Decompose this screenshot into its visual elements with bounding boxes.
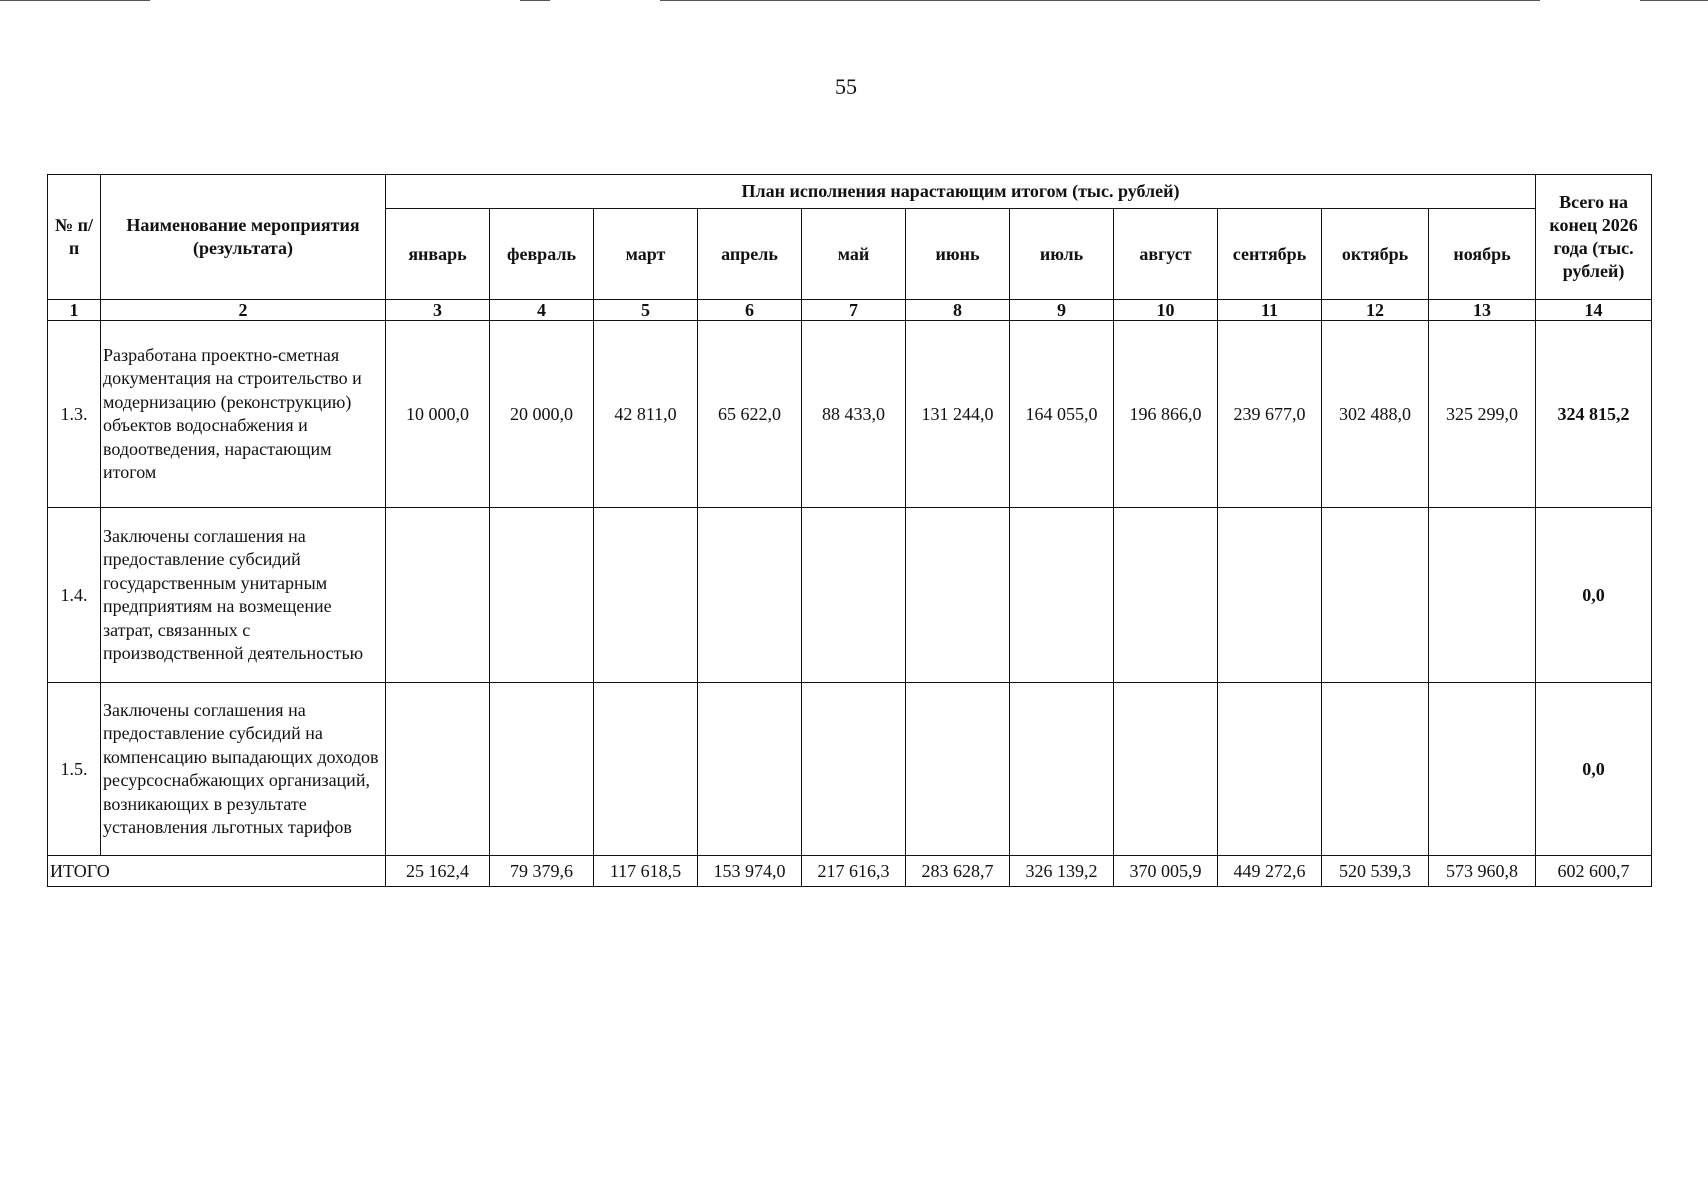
column-number: 3 (386, 300, 490, 321)
table-row (48, 321, 1652, 508)
row-month-value (802, 508, 906, 683)
column-number: 14 (1536, 300, 1652, 321)
header-month: ноябрь (1429, 209, 1536, 300)
row-month-value: 131 244,0 (906, 321, 1010, 508)
column-number: 9 (1010, 300, 1114, 321)
column-number: 13 (1429, 300, 1536, 321)
row-name: Разработана проектно-сметная документация на строительство и модернизацию (реконструкцию) объектов водоснабжения и водоотведения, нарастающим итогом (101, 321, 386, 508)
total-label: ИТОГО (48, 856, 386, 887)
row-number: 1.5. (48, 683, 101, 856)
row-month-value: 164 055,0 (1010, 321, 1114, 508)
total-month-value: 370 005,9 (1114, 856, 1218, 887)
row-month-value (1010, 508, 1114, 683)
header-month: август (1114, 209, 1218, 300)
column-number: 4 (490, 300, 594, 321)
row-month-value: 239 677,0 (1218, 321, 1322, 508)
grand-total: 602 600,7 (1536, 856, 1652, 887)
header-month: май (802, 209, 906, 300)
row-total: 324 815,2 (1536, 321, 1652, 508)
total-month-value: 326 139,2 (1010, 856, 1114, 887)
header-num: № п/п (48, 175, 101, 300)
row-month-value: 42 811,0 (594, 321, 698, 508)
row-name: Заключены соглашения на предоставление субсидий на компенсацию выпадающих доходов ресурсоснабжающих организаций, возникающих в результате установления льготных тарифов (101, 683, 386, 856)
row-name: Заключены соглашения на предоставление субсидий государственным унитарным предприятиям на возмещение затрат, связанных с производственной деятельностью (101, 508, 386, 683)
column-number: 12 (1322, 300, 1429, 321)
table-row (48, 508, 1652, 683)
column-number: 7 (802, 300, 906, 321)
header-total: Всего на конец 2026 года (тыс. рублей) (1536, 175, 1652, 300)
header-month: март (594, 209, 698, 300)
row-month-value (1218, 508, 1322, 683)
row-month-value (1322, 508, 1429, 683)
row-month-value: 196 866,0 (1114, 321, 1218, 508)
header-name: Наименование мероприятия (результата) (101, 175, 386, 300)
row-month-value (1322, 683, 1429, 856)
total-month-value: 117 618,5 (594, 856, 698, 887)
column-number: 5 (594, 300, 698, 321)
row-month-value (386, 508, 490, 683)
column-number: 6 (698, 300, 802, 321)
table-row (48, 683, 1652, 856)
row-month-value (386, 683, 490, 856)
row-month-value (594, 508, 698, 683)
row-month-value: 325 299,0 (1429, 321, 1536, 508)
header-month: июль (1010, 209, 1114, 300)
total-month-value: 217 616,3 (802, 856, 906, 887)
header-month: апрель (698, 209, 802, 300)
row-number: 1.4. (48, 508, 101, 683)
column-number: 11 (1218, 300, 1322, 321)
header-month: сентябрь (1218, 209, 1322, 300)
total-row (48, 856, 1652, 887)
total-month-value: 449 272,6 (1218, 856, 1322, 887)
header-month: февраль (490, 209, 594, 300)
row-month-value (1114, 508, 1218, 683)
row-month-value (490, 683, 594, 856)
row-month-value (698, 508, 802, 683)
column-number: 2 (101, 300, 386, 321)
row-month-value (906, 683, 1010, 856)
row-month-value (1010, 683, 1114, 856)
header-month: январь (386, 209, 490, 300)
row-total: 0,0 (1536, 508, 1652, 683)
row-month-value: 65 622,0 (698, 321, 802, 508)
total-month-value: 153 974,0 (698, 856, 802, 887)
header-month: июнь (906, 209, 1010, 300)
total-month-value: 25 162,4 (386, 856, 490, 887)
row-month-value (698, 683, 802, 856)
column-number: 10 (1114, 300, 1218, 321)
plan-table (47, 174, 1652, 887)
column-number: 1 (48, 300, 101, 321)
header-plan-group: План исполнения нарастающим итогом (тыс. рублей) (386, 175, 1536, 209)
total-month-value: 573 960,8 (1429, 856, 1536, 887)
row-total: 0,0 (1536, 683, 1652, 856)
row-month-value: 20 000,0 (490, 321, 594, 508)
header-month: октябрь (1322, 209, 1429, 300)
total-month-value: 520 539,3 (1322, 856, 1429, 887)
page-number: 55 (835, 74, 857, 99)
row-month-value: 302 488,0 (1322, 321, 1429, 508)
row-number: 1.3. (48, 321, 101, 508)
total-month-value: 79 379,6 (490, 856, 594, 887)
row-month-value (802, 683, 906, 856)
row-month-value (1429, 508, 1536, 683)
row-month-value: 10 000,0 (386, 321, 490, 508)
row-month-value (906, 508, 1010, 683)
row-month-value (1429, 683, 1536, 856)
column-number: 8 (906, 300, 1010, 321)
row-month-value: 88 433,0 (802, 321, 906, 508)
row-month-value (594, 683, 698, 856)
row-month-value (490, 508, 594, 683)
row-month-value (1114, 683, 1218, 856)
row-month-value (1218, 683, 1322, 856)
total-month-value: 283 628,7 (906, 856, 1010, 887)
